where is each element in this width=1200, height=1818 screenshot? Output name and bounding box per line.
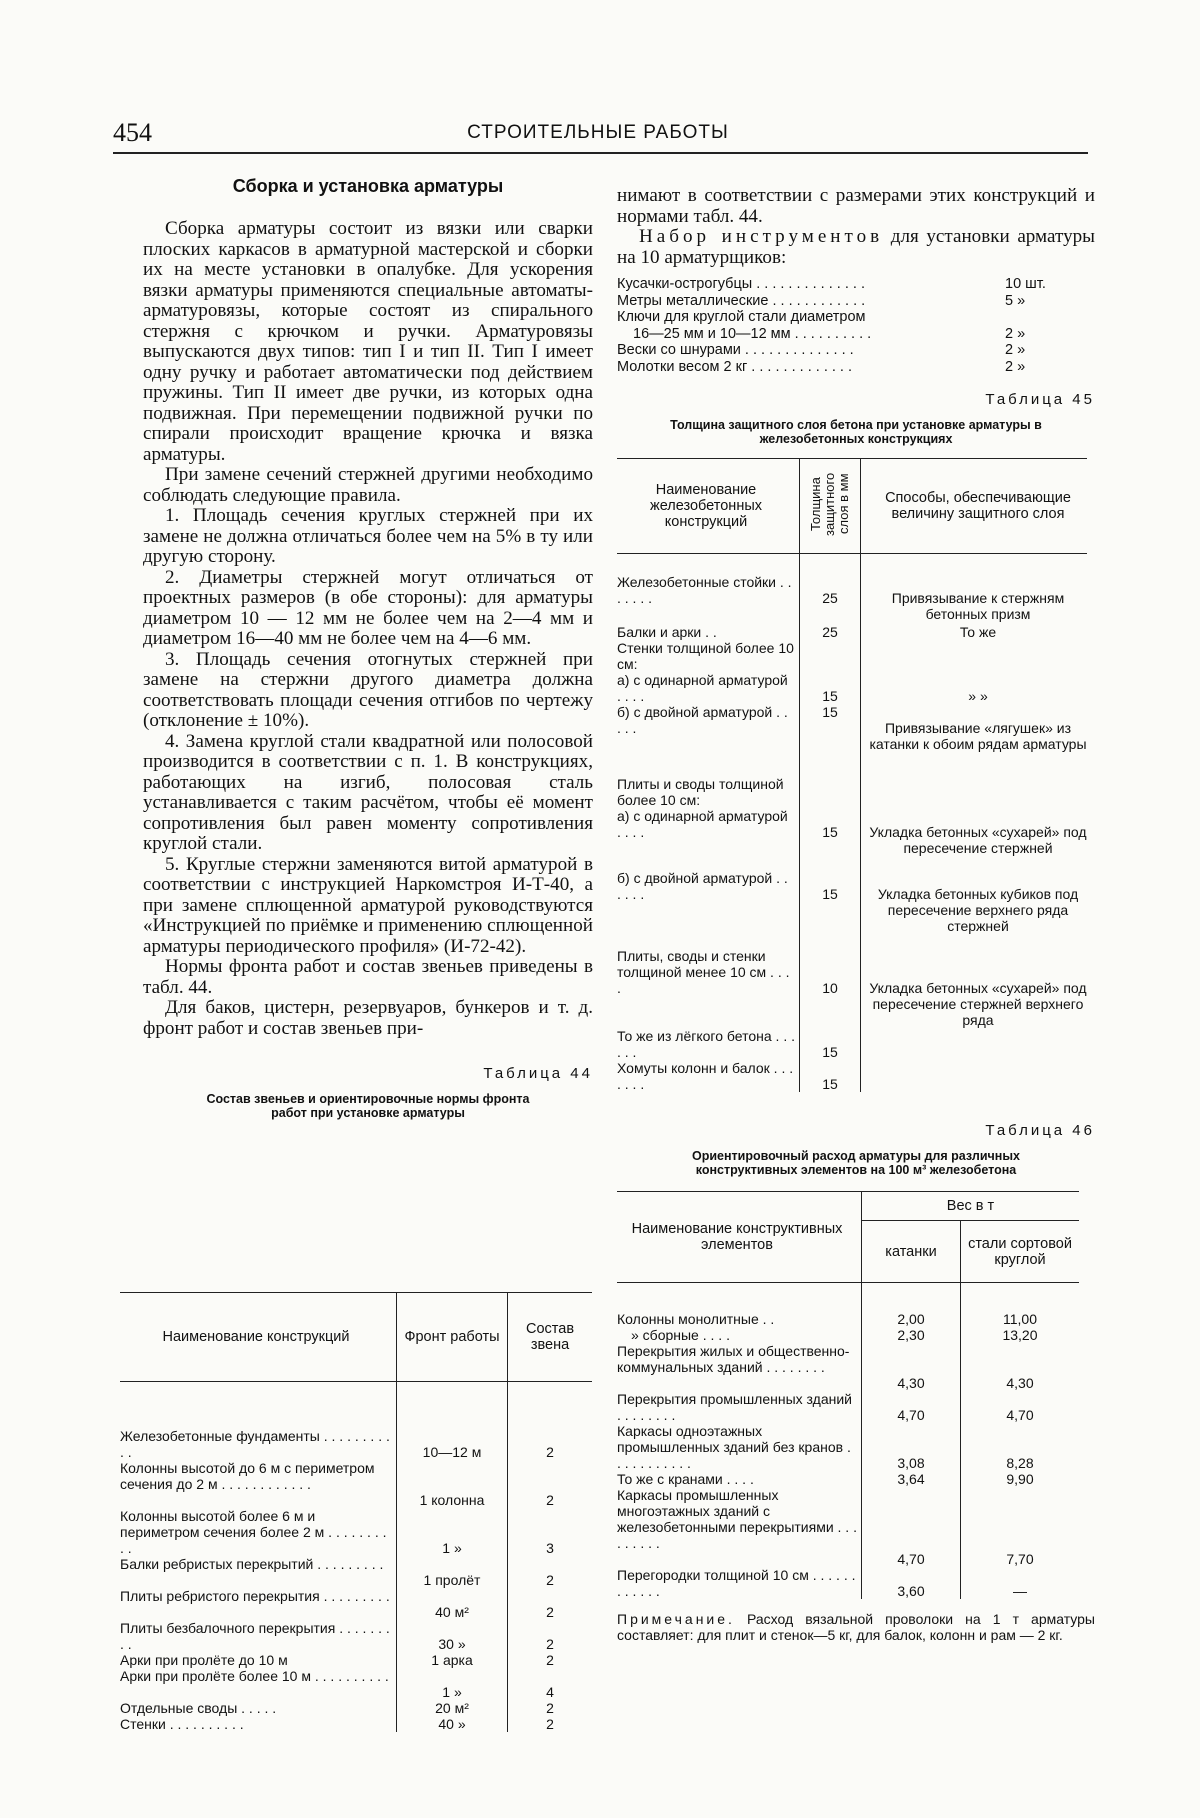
table-cell: 15 [800,1028,861,1060]
table-cell: Плиты, своды и стенки толщиной менее 10 см . . . . [617,948,790,996]
table-cell: 40 м² [397,1588,508,1620]
table-cell: 4,70 [961,1391,1080,1423]
table-cell: 9,90 [961,1471,1080,1487]
list-item: Ключи для круглой стали диаметром [617,309,866,325]
table-cell: То же из лёгкого бетона . . . . . . [617,1028,795,1060]
table-row [120,1508,592,1556]
paragraph: 4. Замена круглой стали квадратной или полосовой производится в соответствии с п. 1. В конструкциях, работающих на изгиб, полосовая сталь устанавливается с таким расчётом, чтобы её момент сопротивления был равен моменту сопротивления круглой стали. [143,730,593,854]
table-row [120,1382,592,1461]
table-cell: Перекрытия жилых и общественно-коммунальных зданий . . . . . . . . [617,1343,850,1375]
table-row [617,1060,1087,1092]
table-cell [861,1060,1088,1092]
table-cell: 20 м² [397,1700,508,1716]
table-cell: 7,70 [961,1487,1080,1567]
table-cell: 2 [508,1700,593,1716]
table-cell: 3 [508,1508,593,1556]
table-cell: 15 [800,1060,861,1092]
table-cell: Арки при пролёте до 10 м [120,1652,288,1668]
table-cell: 10 [800,934,861,1028]
table-cell: Железобетонные фундаменты . . . . . . . . . . . [120,1428,390,1460]
table-cell: б) с двойной арматурой . . . . . [617,704,788,736]
table-cell: То же [861,622,1088,640]
table-cell: 2 [508,1652,593,1668]
table-cell: 2 [508,1588,593,1620]
list-item: Молотки весом 2 кг . . . . . . . . . . . . . 2 » [617,358,1026,375]
table-cell: Хомуты колонн и балок . . . . . . . [617,1060,794,1092]
table-row [120,1668,592,1700]
table-header-cell: Наименование железобетонных конструкций [617,459,800,554]
table-cell: Укладка бетонных «сухарей» под пересечение стержней [861,808,1088,856]
table-cell: » сборные . . . . [631,1327,730,1343]
table-46 [617,1191,1079,1599]
table-cell: 4,30 [862,1343,961,1391]
table-cell: 10—12 м [397,1382,508,1461]
table-45-label: Таблица 45 [985,391,1095,408]
paragraph: Нормы фронта работ и состав звеньев приведены в табл. 44. [143,956,593,998]
table-cell: Перегородки толщиной 10 см . . . . . . . . . . . . [617,1567,856,1599]
table-cell: 4,70 [862,1391,961,1423]
table-cell: а) с одинарной арматурой . . . . [617,808,788,840]
table-44-label: Таблица 44 [483,1065,593,1082]
tools-intro-spaced: Набор инструментов [639,226,884,247]
table-row [617,1391,1079,1423]
table-header-cell: Состав звена [508,1293,593,1382]
table-44-caption: Состав звеньев и ориентировочные нормы фронта работ при установке арматуры [206,1092,530,1120]
table-cell [861,1028,1088,1060]
table-cell: Плиты безбалочного перекрытия . . . . . . . . . [120,1620,390,1652]
table-row [617,934,1087,1028]
table-cell: Колонны монолитные . . [617,1311,775,1327]
paragraph: 2. Диаметры стержней могут отличаться от проектных размеров (в обе стороны): для арматуры диаметром 10 — 12 мм не более чем на 2—4 мм и диаметром 16—40 мм не более чем на 4—6 мм. [143,566,593,649]
list-item: Метры металлические . . . . . . . . . . . . 5 » [617,292,1026,309]
table-cell: Колонны высотой до 6 м с периметром сечения до 2 м . . . . . . . . . . . . [120,1460,375,1492]
table-cell: 2 [508,1382,593,1461]
table-cell: 2 [508,1620,593,1652]
table-cell [861,752,1088,808]
table-cell: Каркасы промышленных многоэтажных зданий с железобетонными перекрытиями . . . . . . . . . [617,1487,857,1551]
table-cell: 2,30 [862,1327,961,1343]
table-44 [120,1292,592,1732]
table-row [617,1567,1079,1599]
table-row [617,808,1087,856]
running-head [113,118,1083,152]
table-cell: 8,28 [961,1423,1080,1471]
table-cell: 2,00 [862,1283,961,1328]
table-cell: 1 » [397,1668,508,1700]
table-46-label: Таблица 46 [985,1122,1095,1139]
table-row [617,752,1087,808]
table-header-cell: Способы, обеспечивающие величину защитного слоя [861,459,1088,554]
table-row [617,704,1087,752]
table-cell: 2 [508,1556,593,1588]
table-row [617,1471,1079,1487]
table-cell: 15 [800,672,861,704]
paragraph: Сборка арматуры состоит из вязки или сварки плоских каркасов в арматурной мастерской и сборки их на месте установки в опалубке. Для ускорения вязки арматуры применяются специальные автоматы-арматуровязы, которые состоят из спирального стержня с крючком и ручки. Арматуровязы выпускаются двух типов: тип I и тип II. Тип I имеет одну ручку и работает автоматически под действием пружины. Тип II имеет две ручки, из которых одна подвижная. При перемещении подвижной ручки по спирали происходит вращение крючка и вязка арматуры. [143,218,593,465]
table-cell: 30 » [397,1620,508,1652]
table-cell: 1 арка [397,1652,508,1668]
table-46-note [617,1611,1095,1643]
tools-intro [617,227,1095,268]
table-cell: Стенки толщиной более 10 см: [617,640,794,672]
paragraph: 3. Площадь сечения отогнутых стержней при замене на стержни другого диаметра должна соответствовать площади сечения отгибов по чертежу (отклонение ± 10%). [143,648,593,731]
table-cell: 3,64 [862,1471,961,1487]
table-header-cell: стали сортовой круглой [961,1221,1080,1283]
table-row [617,622,1087,640]
table-cell: 15 [800,808,861,856]
table-row [617,1423,1079,1471]
paragraph: Для баков, цистерн, резервуаров, бункеров и т. д. фронт работ и состав звеньев при- [143,997,593,1039]
table-cell: 4,30 [961,1343,1080,1391]
table-cell: Арки при пролёте более 10 м . . . . . . . . . . [120,1668,389,1684]
table-cell: 25 [800,554,861,623]
table-cell: Каркасы одноэтажных промышленных зданий без кранов . . . . . . . . . . . [617,1423,851,1471]
table-cell: Балки и арки . . [617,624,717,640]
table-row [120,1700,592,1716]
header-rule [113,152,1088,154]
table-cell: Плиты и своды толщиной более 10 см: [617,776,784,808]
tools-intro-rest: для установки арматуры на 10 арматурщиков: [617,226,1095,268]
table-row [617,1343,1079,1391]
table-cell: Колонны высотой более 6 м и периметром сечения более 2 м . . . . . . . . . . [120,1508,387,1556]
page-number: 454 [113,118,152,147]
table-cell: Привязывание к стержням бетонных призм [861,554,1088,623]
table-cell: 1 » [397,1508,508,1556]
table-row [617,1028,1087,1060]
table-row [617,1487,1079,1567]
table-row [617,672,1087,704]
table-cell: Привязывание «лягушек» из катанки к обоим рядам арматуры [861,704,1088,752]
table-row [120,1588,592,1620]
table-cell: 1 колонна [397,1460,508,1508]
table-cell: 40 » [397,1716,508,1732]
table-cell: 15 [800,856,861,934]
table-cell: 15 [800,704,861,752]
table-cell: Стенки . . . . . . . . . . [120,1716,244,1732]
table-row [617,640,1087,672]
table-header-cell: Фронт работы [397,1293,508,1382]
paragraph: нимают в соответствии с размерами этих конструкций и нормами табл. 44. [617,185,1095,227]
table-header-cell: Наименование конструктивных элементов [617,1192,862,1283]
table-cell: Плиты ребристого перекрытия . . . . . . . . . [120,1588,390,1604]
table-cell: 4,70 [862,1487,961,1567]
table-cell: Железобетонные стойки . . . . . . . [617,574,792,606]
table-header-cell: Вес в т [862,1192,1080,1221]
table-cell: 3,08 [862,1423,961,1471]
table-header-cell: катанки [862,1221,961,1283]
paragraph: 5. Круглые стержни заменяются витой арматурой в соответствии с инструкцией Наркомстроя И-Т-40, а при замене сплющенной арматурой руководствуются «Инструкцией по приёмке и применению сплющенной арматуры периодического профиля» (И-72-42). [143,853,593,957]
table-cell: » » [861,672,1088,704]
table-cell [800,752,861,808]
left-column [143,176,593,1120]
table-cell: б) с двойной арматурой . . . . . . [617,870,788,902]
table-header-cell: Наименование конструкций [120,1293,397,1382]
paragraph: 1. Площадь сечения круглых стержней при их замене не должна отличаться более чем на 5% в ту или другую сторону. [143,505,593,567]
note-label: Примечание. [617,1611,735,1627]
table-cell: 13,20 [961,1327,1080,1343]
table-row [120,1652,592,1668]
table-cell: Отдельные своды . . . . . [120,1700,277,1716]
table-row [617,554,1087,623]
table-header-cell: Толщина защитного слоя в мм [800,459,861,554]
table-cell: 4 [508,1668,593,1700]
table-cell: 11,00 [961,1283,1080,1328]
table-cell: Балки ребристых перекрытий . . . . . . . . . [120,1556,384,1572]
tools-list [617,276,1095,375]
table-cell: — [961,1567,1080,1599]
table-45-caption: Толщина защитного слоя бетона при установке арматуры в железобетонных конструкциях [670,418,1042,446]
table-cell: 1 пролёт [397,1556,508,1588]
table-cell [861,640,1088,672]
list-item: Кусачки-острогубцы . . . . . . . . . . . . . . 10 шт. [617,276,1046,292]
table-row [120,1620,592,1652]
table-row [617,856,1087,934]
table-row [617,1327,1079,1343]
table-cell: Перекрытия промышленных зданий . . . . . . . . [617,1391,852,1423]
table-row [120,1716,592,1732]
right-column [617,186,1095,1643]
table-cell: 2 [508,1716,593,1732]
table-cell: а) с одинарной арматурой . . . . [617,672,788,704]
table-cell: 25 [800,622,861,640]
table-row [120,1556,592,1588]
list-item: Вески со шнурами . . . . . . . . . . . . . . 2 » [617,342,1026,358]
paragraph: При замене сечений стержней другими необходимо соблюдать следующие правила. [143,464,593,506]
table-row [617,1283,1079,1328]
table-46-caption: Ориентировочный расход арматуры для различных конструктивных элементов на 100 м³ железобетона [692,1149,1020,1177]
running-title: СТРОИТЕЛЬНЫЕ РАБОТЫ [467,122,729,143]
table-row [120,1460,592,1508]
section-title: Сборка и установка арматуры [232,176,504,196]
note-text: Расход вязальной проволоки на 1 т арматуры составляет: для плит и стенок—5 кг, для балок, колонн и рам — 2 кг. [617,1611,1095,1643]
table-cell [800,640,861,672]
table-cell: 3,60 [862,1567,961,1599]
table-45 [617,458,1087,1092]
table-cell: То же с кранами . . . . [617,1471,754,1487]
table-cell: Укладка бетонных «сухарей» под пересечение стержней верхнего ряда [861,934,1088,1028]
table-cell: 2 [508,1460,593,1508]
list-item: 16—25 мм и 10—12 мм . . . . . . . . . . 2 » [633,325,1026,342]
table-cell: Укладка бетонных кубиков под пересечение верхнего ряда стержней [861,856,1088,934]
